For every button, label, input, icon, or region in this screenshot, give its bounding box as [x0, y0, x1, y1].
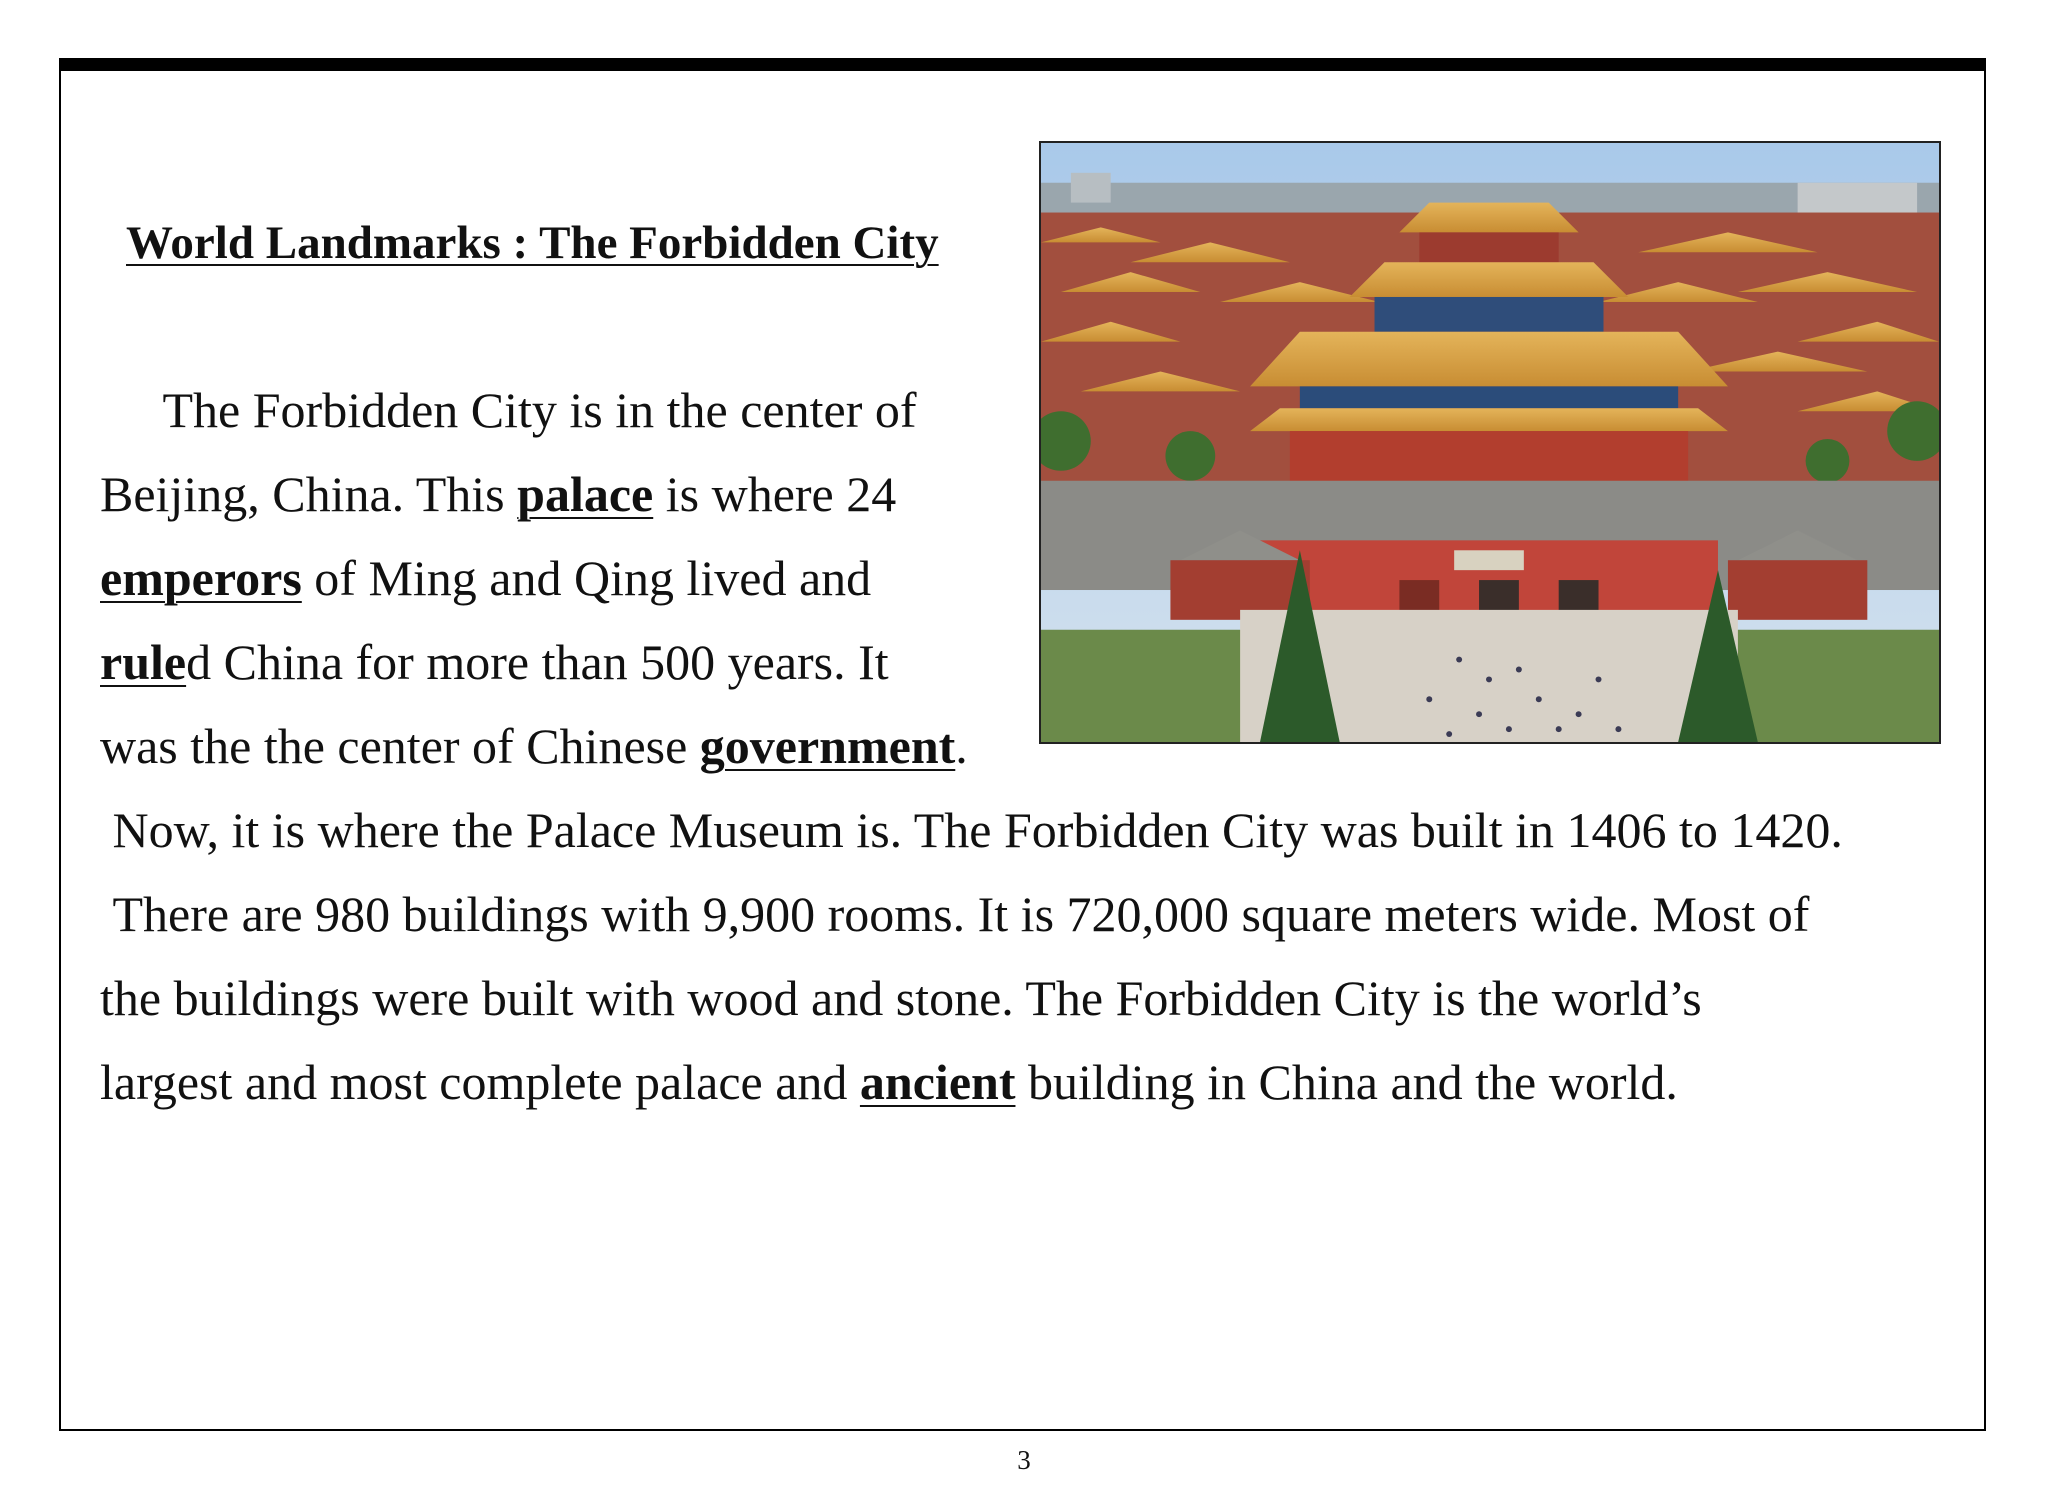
paragraph-line: largest and most complete palace and ancient building in China and the world. — [100, 1054, 1678, 1110]
paragraph-line: the buildings were built with wood and stone. The Forbidden City is the world’s — [100, 970, 1702, 1026]
paragraph-line: Beijing, China. This palace is where 24 — [100, 466, 897, 522]
vocabulary-word: government — [699, 718, 956, 774]
vocabulary-word: rule — [100, 634, 187, 690]
vocabulary-word: palace — [517, 466, 654, 522]
forbidden-city-photo — [1039, 141, 1941, 744]
paragraph-line: ruled China for more than 500 years. It — [100, 634, 889, 690]
paragraph-line: There are 980 buildings with 9,900 rooms. It is 720,000 square meters wide. Most of — [100, 886, 1810, 942]
paragraph-line: was the the center of Chinese government. — [100, 718, 968, 774]
vocabulary-word: emperors — [100, 550, 302, 606]
paragraph-line: emperors of Ming and Qing lived and — [100, 550, 872, 606]
paragraph-line: The Forbidden City is in the center of — [100, 382, 917, 438]
vocabulary-word: ancient — [859, 1054, 1016, 1110]
paragraph-line: Now, it is where the Palace Museum is. The Forbidden City was built in 1406 to 1420. — [100, 802, 1843, 858]
document-title: World Landmarks : The Forbidden City — [126, 217, 939, 269]
page-number: 3 — [1017, 1445, 1031, 1475]
